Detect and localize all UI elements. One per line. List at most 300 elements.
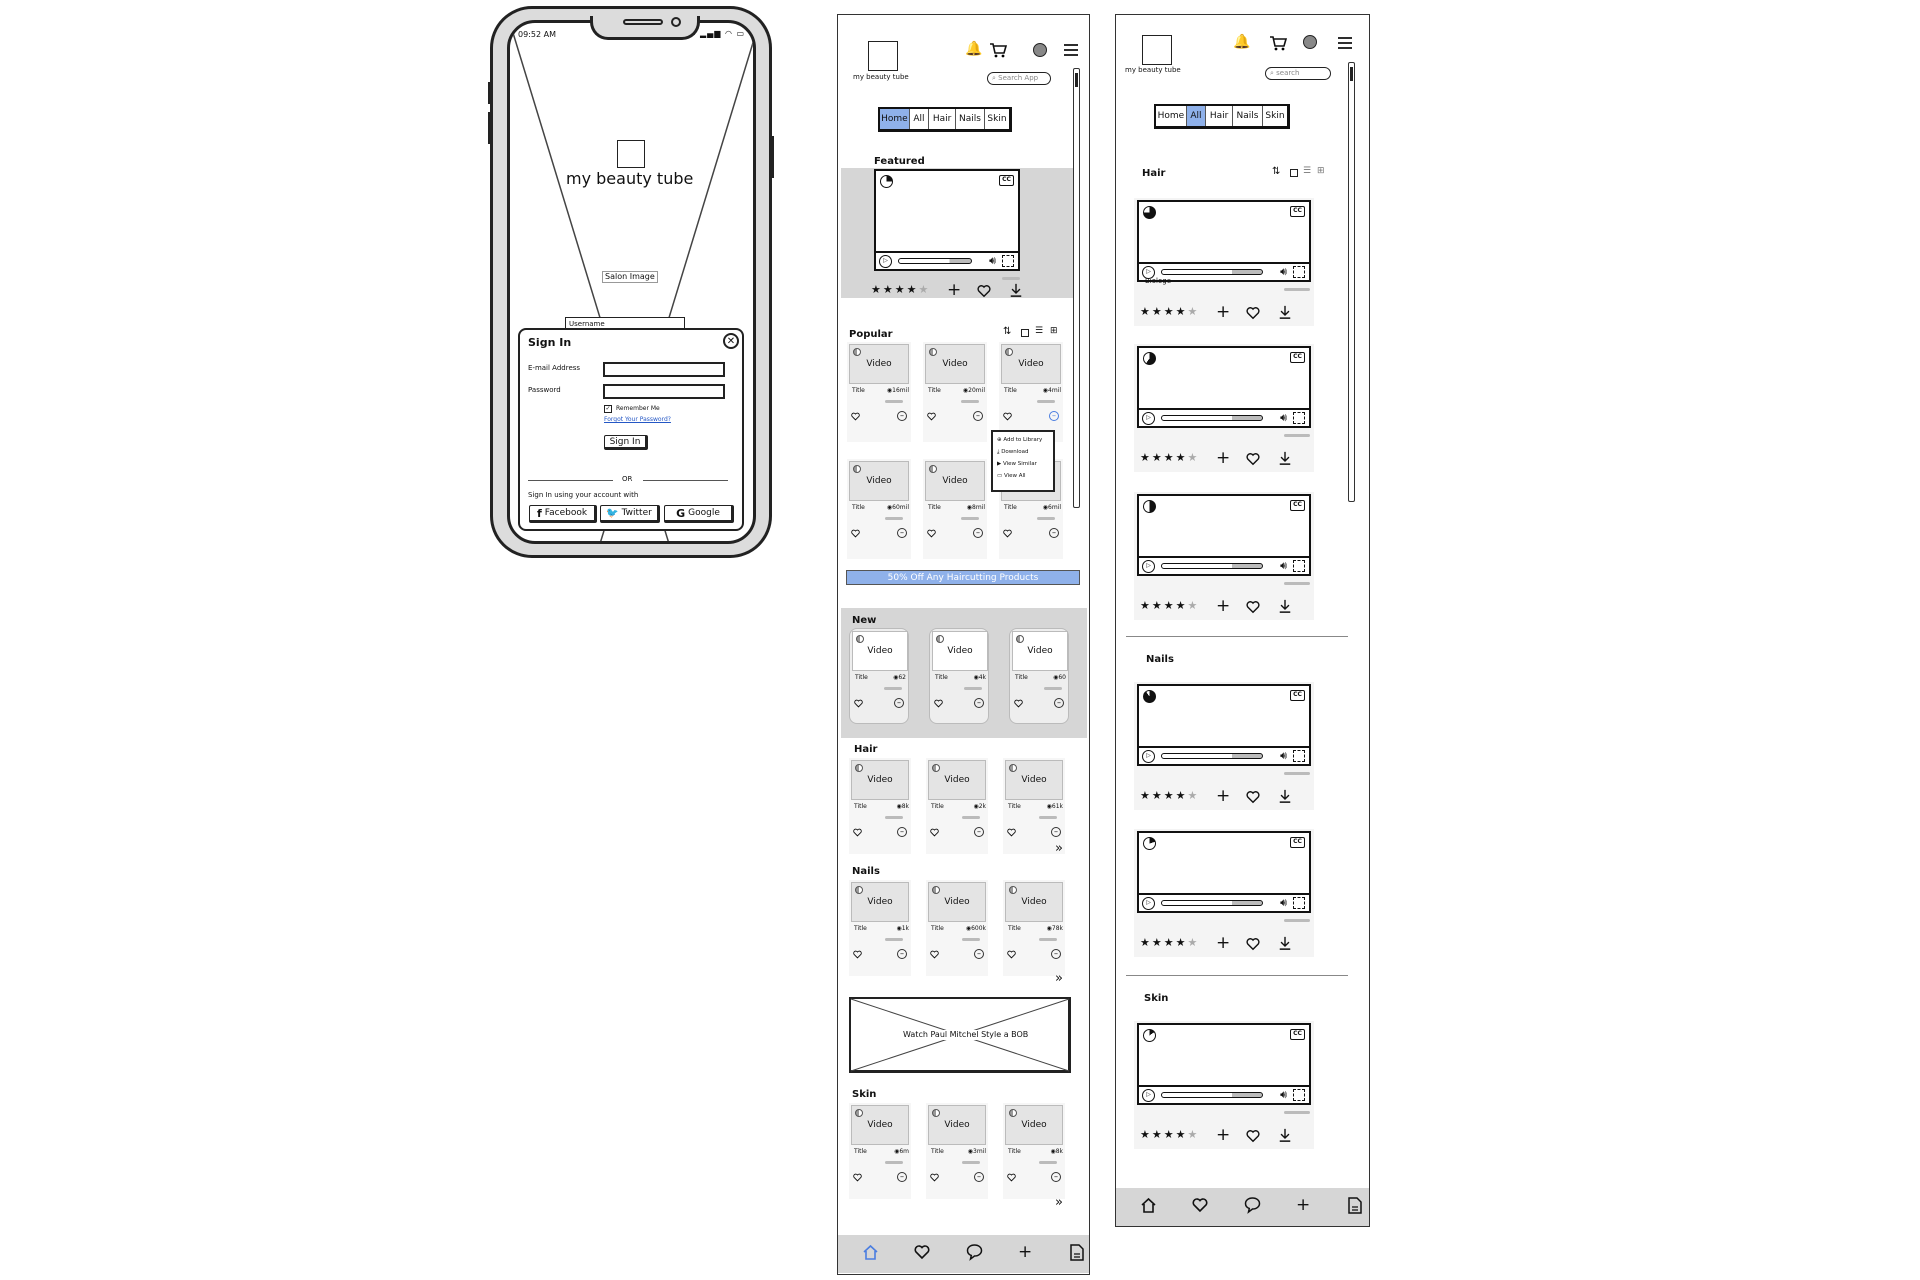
video-card[interactable]: [929, 628, 989, 724]
more-options-icon[interactable]: –: [1051, 1172, 1061, 1182]
video-card[interactable]: [926, 880, 988, 976]
card-actions: [1140, 450, 1315, 468]
view-count: [968, 1149, 986, 1155]
single-view-icon[interactable]: [1021, 329, 1029, 337]
video-thumbnail[interactable]: [1005, 882, 1063, 922]
progress-bar: [885, 938, 903, 941]
heart-icon[interactable]: [1246, 937, 1260, 951]
list-view-icon[interactable]: ☰: [1303, 166, 1312, 176]
video-card[interactable]: [1003, 1103, 1065, 1199]
fullscreen-icon[interactable]: [1293, 560, 1305, 572]
signin-button[interactable]: Sign In: [604, 435, 648, 450]
eye-icon: ◉: [896, 803, 902, 810]
view-count: [887, 388, 909, 394]
video-card[interactable]: [923, 459, 987, 559]
close-icon[interactable]: ✕: [723, 333, 739, 349]
download-icon[interactable]: [1278, 451, 1292, 465]
featured-video-player[interactable]: [874, 169, 1020, 271]
heart-icon[interactable]: [930, 828, 939, 837]
download-icon[interactable]: [1278, 305, 1292, 319]
document-icon[interactable]: [1348, 1197, 1362, 1214]
fullscreen-icon[interactable]: [1293, 412, 1305, 424]
more-options-icon[interactable]: –: [974, 698, 984, 708]
menu-item-label: Add to Library: [1003, 437, 1043, 443]
progress-bar: [1284, 434, 1310, 437]
hero-image-label: Salon Image: [602, 271, 658, 283]
closed-captions-icon[interactable]: CC: [999, 175, 1014, 186]
video-player[interactable]: [1137, 831, 1311, 913]
profile-icon[interactable]: [1033, 43, 1047, 57]
volume-icon[interactable]: 🔊︎: [1280, 749, 1287, 762]
view-count: [1053, 675, 1066, 681]
play-icon[interactable]: ▷: [1142, 897, 1155, 910]
context-menu-item[interactable]: ▶ View Similar: [997, 461, 1037, 467]
heart-icon[interactable]: [1246, 600, 1260, 614]
heart-icon[interactable]: [1014, 699, 1023, 708]
list-view-icon[interactable]: ☰: [1035, 326, 1044, 336]
more-options-icon[interactable]: –: [897, 949, 907, 959]
seek-bar[interactable]: [1161, 900, 1263, 906]
progress-bar: [885, 400, 903, 403]
more-options-icon[interactable]: –: [973, 411, 983, 421]
progress-bar: [1037, 517, 1055, 520]
video-thumbnail[interactable]: [851, 760, 909, 800]
add-icon[interactable]: +: [1216, 786, 1231, 806]
more-options-icon[interactable]: –: [974, 827, 984, 837]
heart-icon[interactable]: [851, 529, 860, 538]
video-thumbnail[interactable]: [852, 631, 908, 671]
video-title: Title: [854, 803, 867, 810]
add-icon[interactable]: +: [1216, 933, 1231, 953]
video-thumbnail[interactable]: [1012, 631, 1068, 671]
add-icon[interactable]: +: [1216, 1125, 1231, 1145]
star-rating[interactable]: ★★★★★: [1140, 936, 1200, 949]
all-screen: [1115, 14, 1370, 1227]
tab-nails[interactable]: Nails: [1233, 106, 1263, 126]
player-controls: [1139, 893, 1309, 911]
video-thumbnail[interactable]: [932, 631, 988, 671]
plus-icon[interactable]: +: [1018, 1242, 1033, 1262]
grid-view-icon[interactable]: ⊞: [1317, 166, 1325, 176]
video-thumbnail[interactable]: [849, 344, 909, 384]
star-rating[interactable]: ★★★★★: [1140, 789, 1200, 802]
view-count: [894, 1149, 909, 1155]
fullscreen-icon[interactable]: [1002, 255, 1014, 267]
featured-title: Featured: [874, 156, 925, 167]
video-card[interactable]: [926, 758, 988, 854]
tab-nails[interactable]: Nails: [956, 109, 985, 129]
video-title: Title: [931, 925, 944, 932]
hair-title: Hair: [1142, 168, 1166, 179]
heart-icon[interactable]: [1246, 306, 1260, 320]
play-icon[interactable]: ▷: [1142, 412, 1155, 425]
view-count: [1043, 388, 1061, 394]
volume-icon[interactable]: 🔊︎: [989, 254, 996, 267]
eye-icon: ◉: [966, 504, 972, 511]
volume-icon[interactable]: 🔊︎: [1280, 1088, 1287, 1101]
play-icon[interactable]: ▷: [1142, 266, 1155, 279]
promo-banner[interactable]: [846, 570, 1080, 585]
nails-grid: [849, 880, 1079, 984]
fullscreen-icon[interactable]: [1293, 897, 1305, 909]
video-thumbnail[interactable]: [851, 882, 909, 922]
heart-icon[interactable]: [927, 529, 936, 538]
sort-icon[interactable]: ⇅: [1003, 326, 1012, 337]
progress-pie-icon: [855, 1109, 863, 1117]
tab-all[interactable]: All: [910, 109, 929, 129]
progress-bar: [964, 687, 982, 690]
view-count: [963, 388, 985, 394]
or-label: OR: [622, 475, 633, 483]
video-player[interactable]: [1137, 346, 1311, 428]
more-options-icon[interactable]: –: [897, 411, 907, 421]
view-count: [967, 505, 985, 511]
video-label: Video: [866, 476, 892, 486]
document-icon[interactable]: [1070, 1244, 1084, 1261]
video-thumbnail[interactable]: [928, 1105, 986, 1145]
more-options-icon[interactable]: –: [1049, 528, 1059, 538]
download-icon[interactable]: [1278, 936, 1292, 950]
download-icon[interactable]: [1009, 283, 1023, 297]
video-card[interactable]: [847, 342, 911, 442]
video-title: Title: [852, 504, 865, 511]
tab-home[interactable]: Home: [880, 109, 910, 129]
progress-bar: [962, 1161, 980, 1164]
chat-icon[interactable]: [966, 1244, 983, 1260]
more-options-icon[interactable]: –: [974, 949, 984, 959]
more-options-icon[interactable]: –: [894, 698, 904, 708]
play-icon[interactable]: ▷: [1142, 560, 1155, 573]
seek-bar[interactable]: [1161, 1092, 1263, 1098]
progress-bar: [962, 938, 980, 941]
heart-icon[interactable]: [1192, 1197, 1208, 1213]
heart-icon[interactable]: [851, 412, 860, 421]
video-player[interactable]: [1137, 684, 1311, 766]
more-options-icon[interactable]: –: [1051, 949, 1061, 959]
context-menu-item[interactable]: ▭ View All: [997, 473, 1026, 479]
heart-icon[interactable]: [1003, 529, 1012, 538]
closed-captions-icon[interactable]: CC: [1290, 837, 1305, 848]
eye-icon: ◉: [1042, 504, 1048, 511]
video-card[interactable]: [849, 758, 911, 854]
heart-icon[interactable]: [1003, 412, 1012, 421]
video-label: Video: [944, 897, 970, 907]
more-hair-icon[interactable]: »: [1055, 841, 1063, 856]
ad-banner[interactable]: [849, 997, 1071, 1073]
progress-bar: [885, 1161, 903, 1164]
more-options-icon[interactable]: –: [897, 1172, 907, 1182]
volume-icon[interactable]: 🔊︎: [1280, 265, 1287, 278]
heart-icon[interactable]: [927, 412, 936, 421]
video-card[interactable]: [923, 342, 987, 442]
cart-icon[interactable]: [989, 42, 1007, 58]
add-icon[interactable]: +: [947, 280, 962, 300]
fullscreen-icon[interactable]: [1293, 750, 1305, 762]
skin-title: Skin: [852, 1089, 877, 1100]
video-label: Video: [944, 775, 970, 785]
star-rating[interactable]: ★★★★★: [1140, 305, 1200, 318]
video-thumbnail[interactable]: [851, 1105, 909, 1145]
video-card[interactable]: [1009, 628, 1069, 724]
progress-pie-icon: [932, 764, 940, 772]
remember-checkbox[interactable]: ✓: [605, 405, 611, 412]
view-count: [896, 926, 909, 932]
heart-icon[interactable]: [853, 950, 862, 959]
plus-icon[interactable]: +: [1296, 1195, 1311, 1215]
more-options-icon[interactable]: –: [1049, 411, 1059, 421]
player-controls: [1139, 746, 1309, 764]
progress-pie-icon: [932, 1109, 940, 1117]
social-prompt: Sign In using your account with: [528, 491, 639, 499]
video-thumbnail[interactable]: [1005, 1105, 1063, 1145]
video-thumbnail[interactable]: [928, 760, 986, 800]
heart-icon[interactable]: [977, 284, 991, 298]
player-controls: [876, 251, 1018, 269]
scrollbar[interactable]: [1073, 68, 1080, 508]
more-options-icon[interactable]: –: [973, 528, 983, 538]
hair-grid: [849, 758, 1079, 862]
progress-pie-icon: [1143, 1029, 1156, 1042]
progress-pie-icon: [936, 635, 944, 643]
divider: [643, 480, 728, 481]
view-count-value: 6mil: [1048, 504, 1061, 511]
video-card[interactable]: [1134, 198, 1314, 326]
progress-bar: [885, 517, 903, 520]
video-card[interactable]: [1003, 758, 1065, 854]
view-count-value: 2k: [978, 803, 986, 810]
home-icon[interactable]: [862, 1244, 879, 1260]
video-label: Video: [942, 359, 968, 369]
video-card[interactable]: [1134, 492, 1314, 620]
menu-item-label: Download: [1001, 449, 1029, 455]
eye-icon: ◉: [1053, 674, 1059, 681]
seek-bar[interactable]: [1161, 415, 1263, 421]
seek-bar[interactable]: [898, 258, 972, 264]
context-menu-item[interactable]: ⤓ Download: [997, 449, 1029, 455]
video-label: Video: [1021, 775, 1047, 785]
progress-pie-icon: [1005, 348, 1013, 356]
heart-icon[interactable]: [853, 828, 862, 837]
video-player[interactable]: [1137, 494, 1311, 576]
play-icon[interactable]: ▷: [1142, 750, 1155, 763]
video-player[interactable]: [1137, 200, 1311, 282]
video-card[interactable]: [926, 1103, 988, 1199]
nails-title: Nails: [1146, 654, 1174, 665]
view-count-value: 20mil: [968, 387, 985, 394]
chat-icon[interactable]: [1244, 1197, 1261, 1213]
view-count: [1047, 926, 1063, 932]
more-options-icon[interactable]: –: [897, 827, 907, 837]
password-field[interactable]: [603, 384, 725, 399]
more-options-icon[interactable]: –: [1054, 698, 1064, 708]
view-count: [1050, 1149, 1063, 1155]
closed-captions-icon[interactable]: CC: [1290, 1029, 1305, 1040]
eye-icon: ◉: [962, 387, 969, 394]
video-card[interactable]: [1003, 880, 1065, 976]
seek-bar[interactable]: [1161, 563, 1263, 569]
download-icon[interactable]: [1278, 1128, 1292, 1142]
video-label: Video: [1021, 897, 1047, 907]
menu-item-label: View All: [1003, 473, 1026, 479]
video-title: Title: [1004, 387, 1017, 394]
status-time: 09:52 AM: [518, 30, 556, 39]
video-card[interactable]: [1134, 1021, 1314, 1149]
tab-hair[interactable]: Hair: [1206, 106, 1233, 126]
add-icon[interactable]: +: [1216, 448, 1231, 468]
more-nails-icon[interactable]: »: [1055, 971, 1063, 986]
closed-captions-icon[interactable]: CC: [1290, 690, 1305, 701]
tab-all[interactable]: All: [1187, 106, 1206, 126]
video-thumbnail[interactable]: [925, 461, 985, 501]
star-rating[interactable]: ★★★★★: [1140, 451, 1200, 464]
twitter-button[interactable]: [600, 505, 660, 523]
fullscreen-icon[interactable]: [1293, 266, 1305, 278]
view-count-value: 1k: [901, 925, 909, 932]
star-rating[interactable]: ★★★★★: [871, 283, 931, 296]
video-title: Title: [1008, 1148, 1021, 1155]
fullscreen-icon[interactable]: [1293, 1089, 1305, 1101]
ad-text: Watch Paul Mitchel Style a BOB: [903, 1030, 1029, 1039]
heart-icon[interactable]: [1007, 1173, 1016, 1182]
download-icon[interactable]: [1278, 789, 1292, 803]
heart-icon[interactable]: [854, 699, 863, 708]
progress-pie-icon: [932, 886, 940, 894]
video-card[interactable]: [1134, 344, 1314, 472]
download-icon[interactable]: [1278, 599, 1292, 613]
view-count: [973, 675, 986, 681]
heart-icon[interactable]: [930, 950, 939, 959]
progress-pie-icon: [853, 465, 861, 473]
google-button[interactable]: [664, 505, 734, 523]
home-icon[interactable]: [1140, 1197, 1157, 1213]
star-rating[interactable]: ★★★★★: [1140, 1128, 1200, 1141]
heart-icon[interactable]: [914, 1244, 930, 1260]
video-caption: Biologe: [1145, 277, 1172, 285]
grid-view-icon[interactable]: ⊞: [1050, 326, 1058, 336]
email-field[interactable]: [603, 362, 725, 377]
context-menu-item[interactable]: ⊕ Add to Library: [997, 437, 1043, 443]
progress-pie-icon: [1143, 500, 1156, 513]
heart-icon[interactable]: [1007, 828, 1016, 837]
eye-icon: ◉: [886, 387, 893, 394]
video-thumbnail[interactable]: [925, 344, 985, 384]
closed-captions-icon[interactable]: CC: [1290, 500, 1305, 511]
heart-icon[interactable]: [1007, 950, 1016, 959]
more-options-icon[interactable]: –: [1051, 827, 1061, 837]
section-divider: [1126, 636, 1348, 637]
facebook-button[interactable]: [529, 505, 597, 523]
progress-pie-icon: [1009, 1109, 1017, 1117]
video-title: Title: [931, 1148, 944, 1155]
video-player[interactable]: [1137, 1023, 1311, 1105]
bell-icon[interactable]: 🔔: [1233, 34, 1251, 50]
play-icon[interactable]: ▷: [1142, 1089, 1155, 1102]
video-thumbnail[interactable]: [928, 882, 986, 922]
progress-pie-icon: [929, 348, 937, 356]
video-thumbnail[interactable]: [1001, 344, 1061, 384]
heart-icon[interactable]: [934, 699, 943, 708]
player-controls: [1139, 408, 1309, 426]
tab-home[interactable]: Home: [1156, 106, 1187, 126]
video-card[interactable]: [999, 342, 1063, 442]
video-card[interactable]: [849, 880, 911, 976]
volume-icon[interactable]: 🔊︎: [1280, 896, 1287, 909]
heart-icon[interactable]: [1246, 452, 1260, 466]
progress-bar: [961, 517, 979, 520]
facebook-icon: f: [536, 506, 542, 520]
view-count: [896, 804, 909, 810]
video-label: Video: [942, 476, 968, 486]
bell-icon[interactable]: 🔔: [965, 41, 983, 57]
heart-icon[interactable]: [853, 1173, 862, 1182]
nails-title: Nails: [852, 866, 880, 877]
brand-name: my beauty tube: [1125, 66, 1181, 74]
progress-pie-icon: [855, 886, 863, 894]
signin-title: Sign In: [528, 336, 572, 349]
star-rating[interactable]: ★★★★★: [1140, 599, 1200, 612]
view-count: [1047, 804, 1063, 810]
player-controls: [1139, 556, 1309, 574]
heart-icon[interactable]: [1246, 790, 1260, 804]
heart-icon[interactable]: [1246, 1129, 1260, 1143]
video-thumbnail[interactable]: [1005, 760, 1063, 800]
video-card[interactable]: [847, 459, 911, 559]
video-card[interactable]: [1134, 829, 1314, 957]
tab-skin[interactable]: Skin: [987, 114, 1007, 124]
eye-icon: ◉: [893, 674, 899, 681]
more-options-icon[interactable]: –: [974, 1172, 984, 1182]
video-card[interactable]: [1134, 682, 1314, 810]
new-grid: [849, 628, 1083, 738]
closed-captions-icon[interactable]: CC: [1290, 352, 1305, 363]
seek-bar[interactable]: [1161, 269, 1263, 275]
progress-pie-icon: [1016, 635, 1024, 643]
video-card[interactable]: [849, 1103, 911, 1199]
app-title: my beauty tube: [566, 169, 694, 188]
menu-icon[interactable]: [1064, 44, 1078, 56]
video-thumbnail[interactable]: [849, 461, 909, 501]
add-icon[interactable]: +: [1216, 596, 1231, 616]
closed-captions-icon[interactable]: CC: [1290, 206, 1305, 217]
username-hint: Username: [569, 320, 605, 328]
video-label: Video: [944, 1120, 970, 1130]
progress-bar: [1002, 277, 1020, 280]
play-icon[interactable]: ▷: [879, 255, 892, 268]
eye-icon: ◉: [886, 504, 893, 511]
progress-pie-icon: [880, 175, 893, 188]
video-label: Video: [867, 775, 893, 785]
seek-bar[interactable]: [1161, 753, 1263, 759]
sort-icon[interactable]: ⇅: [1272, 166, 1281, 177]
new-title: New: [852, 615, 877, 626]
view-count-value: 4mil: [1048, 387, 1061, 394]
video-label: Video: [867, 646, 893, 656]
volume-icon[interactable]: 🔊︎: [1280, 411, 1287, 424]
phone-power-button: [770, 136, 774, 178]
video-card[interactable]: [849, 628, 909, 724]
add-icon[interactable]: +: [1216, 302, 1231, 322]
tab-skin[interactable]: Skin: [1265, 111, 1285, 121]
eye-icon: ◉: [1050, 1148, 1056, 1155]
search-input[interactable]: [987, 72, 1051, 85]
forgot-password-link[interactable]: Forgot Your Password?: [604, 416, 671, 423]
more-options-icon[interactable]: –: [897, 528, 907, 538]
tab-hair[interactable]: Hair: [929, 109, 956, 129]
heart-icon[interactable]: [930, 1173, 939, 1182]
more-skin-icon[interactable]: »: [1055, 1195, 1063, 1210]
volume-icon[interactable]: 🔊︎: [1280, 559, 1287, 572]
progress-bar: [1037, 400, 1055, 403]
